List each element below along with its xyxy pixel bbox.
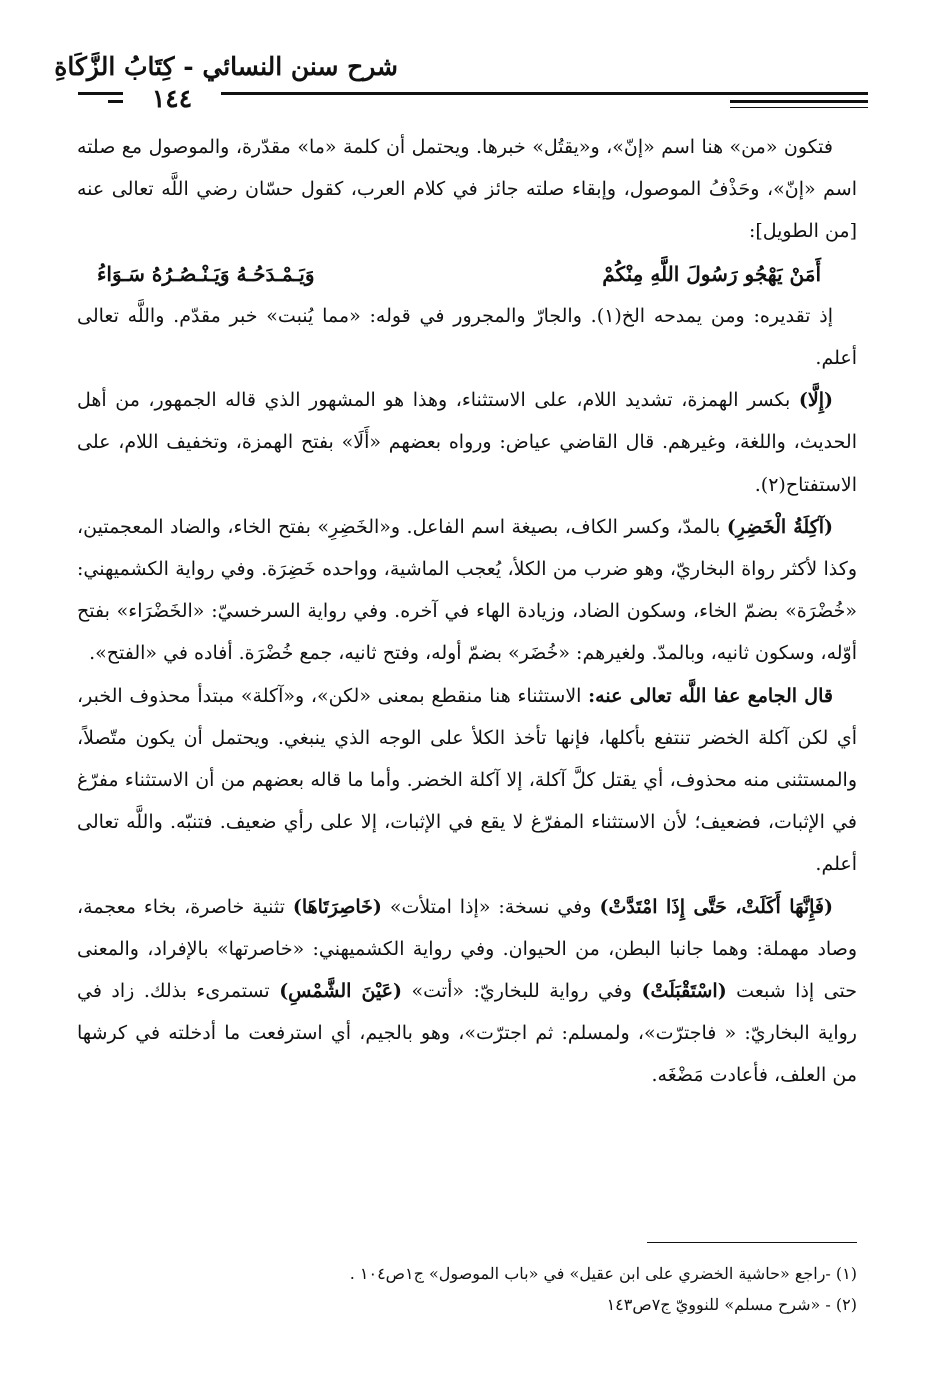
lemma-istaqbalat: (اسْتَقْبَلَتْ) — [641, 980, 727, 1003]
paragraph-5 — [77, 675, 857, 886]
paragraph-6-text-e: وفي رواية للبخاريّ: «أتت» — [402, 980, 642, 1003]
paragraph-5-text: الاستثناء هنا منقطع بمعنى «لكن»، و«آكلة» مبتدأ محذوف الخبر، أي لكن آكلة الخضر تنتفع بأكلها، فإنها تأخذ الكلأ على الوجه الذي ينبغي. ويحتمل أن يكون متّصلاً، والمستثنى منه محذوف، أي يقتل كلَّ آكلة، إلا آكلة الخضر. وأما ما قاله بعضهم من أن الاستثناء مفرّغ في الإثبات، فضعيف؛ لأن الاستثناء المفرّغ لا يقع في الإثبات، إلا على رأي ضعيف. فتنبّه. واللَّه تعالى أعلم. — [77, 684, 857, 876]
footnote-2: (٢) - «شرح مسلم» للنوويّ ج٧ص١٤٣ — [606, 1295, 857, 1314]
compiler-remark-heading: قال الجامع عفا اللَّه تعالى عنه: — [588, 684, 833, 707]
header-rule-right — [730, 100, 868, 103]
paragraph-6-text-a: وفي نسخة: «إذا امتلأت» — [381, 895, 600, 918]
paragraph-6-text-g: تستمرىء بذلك. زاد في رواية البخاريّ: « فاجترّت»، ولمسلم: ثم اجترّت»، وهو بالجيم، أي استرفعت ما أدخلته في كرشها من العلف، فأعادت مَضْغَه. — [77, 980, 857, 1087]
poetry-verse — [77, 253, 857, 295]
footnote-1: (١) -راجع «حاشية الخضري على ابن عقيل» في «باب الموصول» ج١ص١٠٤ . — [349, 1264, 857, 1283]
verse-first-hemistich: أَمَنْ يَهْجُو رَسُولَ اللَّهِ مِنْكُمْ — [602, 261, 821, 286]
verse-second-hemistich: وَيَـمْـدَحُـهُ وَيَـنْـصُـرُهُ سَـوَاءُ — [97, 261, 315, 286]
paragraph-1: فتكون «من» هنا اسم «إنّ»، و«يقتُل» خبرها. ويحتمل أن كلمة «ما» مقدّرة، والموصول مع صلته اسم «إنّ»، وحَذْفُ الموصول، وإبقاء صلته جائز في كلام العرب، كقول حسّان رضي اللَّه تعالى عنه [من الطويل]: — [77, 136, 857, 243]
main-text — [77, 126, 857, 1097]
header-rule-right-thin — [730, 107, 868, 108]
lemma-ayn-alshams: (عَيْنَ الشَّمْسِ) — [279, 980, 402, 1003]
footnotes — [77, 1258, 857, 1320]
paragraph-6 — [77, 886, 857, 1097]
paragraph-4-text: بالمدّ، وكسر الكاف، بصيغة اسم الفاعل. و«الخَضِرِ» بفتح الخاء، والضاد المعجمتين، وكذا لأكثر رواة البخاريّ، وهو ضرب من الكلأ، يُعجب الماشية، وواحده خَضِرَة. وفي رواية الكشميهني: «خُضْرَة» بضمّ الخاء، وسكون الضاد، وزيادة الهاء في آخره. وفي رواية السرخسيّ: «الخَضْرَاء» بفتح أوّله، وسكون ثانيه، وبالمدّ. ولغيرهم: «خُضَر» بضمّ أوله، وفتح ثانيه، جمع خُضْرَة. أفاده في «الفتح». — [77, 515, 857, 665]
paragraph-4 — [77, 506, 857, 675]
paragraph-3-text: بكسر الهمزة، تشديد اللام، على الاستثناء، وهذا هو المشهور الذي قاله الجمهور، من أهل الحديث، واللغة، وغيرهم. قال القاضي عياض: ورواه بعضهم «أَلَا» بفتح الهمزة، وتخفيف اللام، على الاستفتاح(٢). — [77, 389, 857, 496]
lemma-akilat-alkhadir: (آكِلَةُ الْخَضِرِ) — [726, 515, 834, 538]
paragraph-3 — [77, 379, 857, 506]
running-header-title: شرح سنن النسائي - كِتَابُ الزَّكَاةِ — [54, 52, 398, 81]
lemma-fainnaha-akalat: (فَإِنَّهَا أَكَلَتْ، حَتَّى إِذَا امْتَدَّتْ) — [599, 895, 833, 918]
paragraph-2: إذ تقديره: ومن يمدحه الخ(١). والجارّ والمجرور في قوله: «مما يُنبت» خبر مقدّم. واللَّه تعالى أعلم. — [77, 304, 857, 370]
lemma-illa: (إِلَّا) — [798, 389, 833, 412]
paragraph-6-text-c: تثنية خاصرة، بخاء معجمة، وصاد مهملة: وهما جانبا البطن، من الحيوان. وفي رواية الكشميهني: «خاصرتها» بالإفراد، والمعنى حتى إذا شبعت — [77, 895, 857, 1003]
page-number: ١٤٤ — [123, 84, 221, 113]
lemma-khasirataha: (خَاصِرَتَاهَا) — [292, 895, 382, 918]
footnote-separator — [647, 1242, 857, 1243]
